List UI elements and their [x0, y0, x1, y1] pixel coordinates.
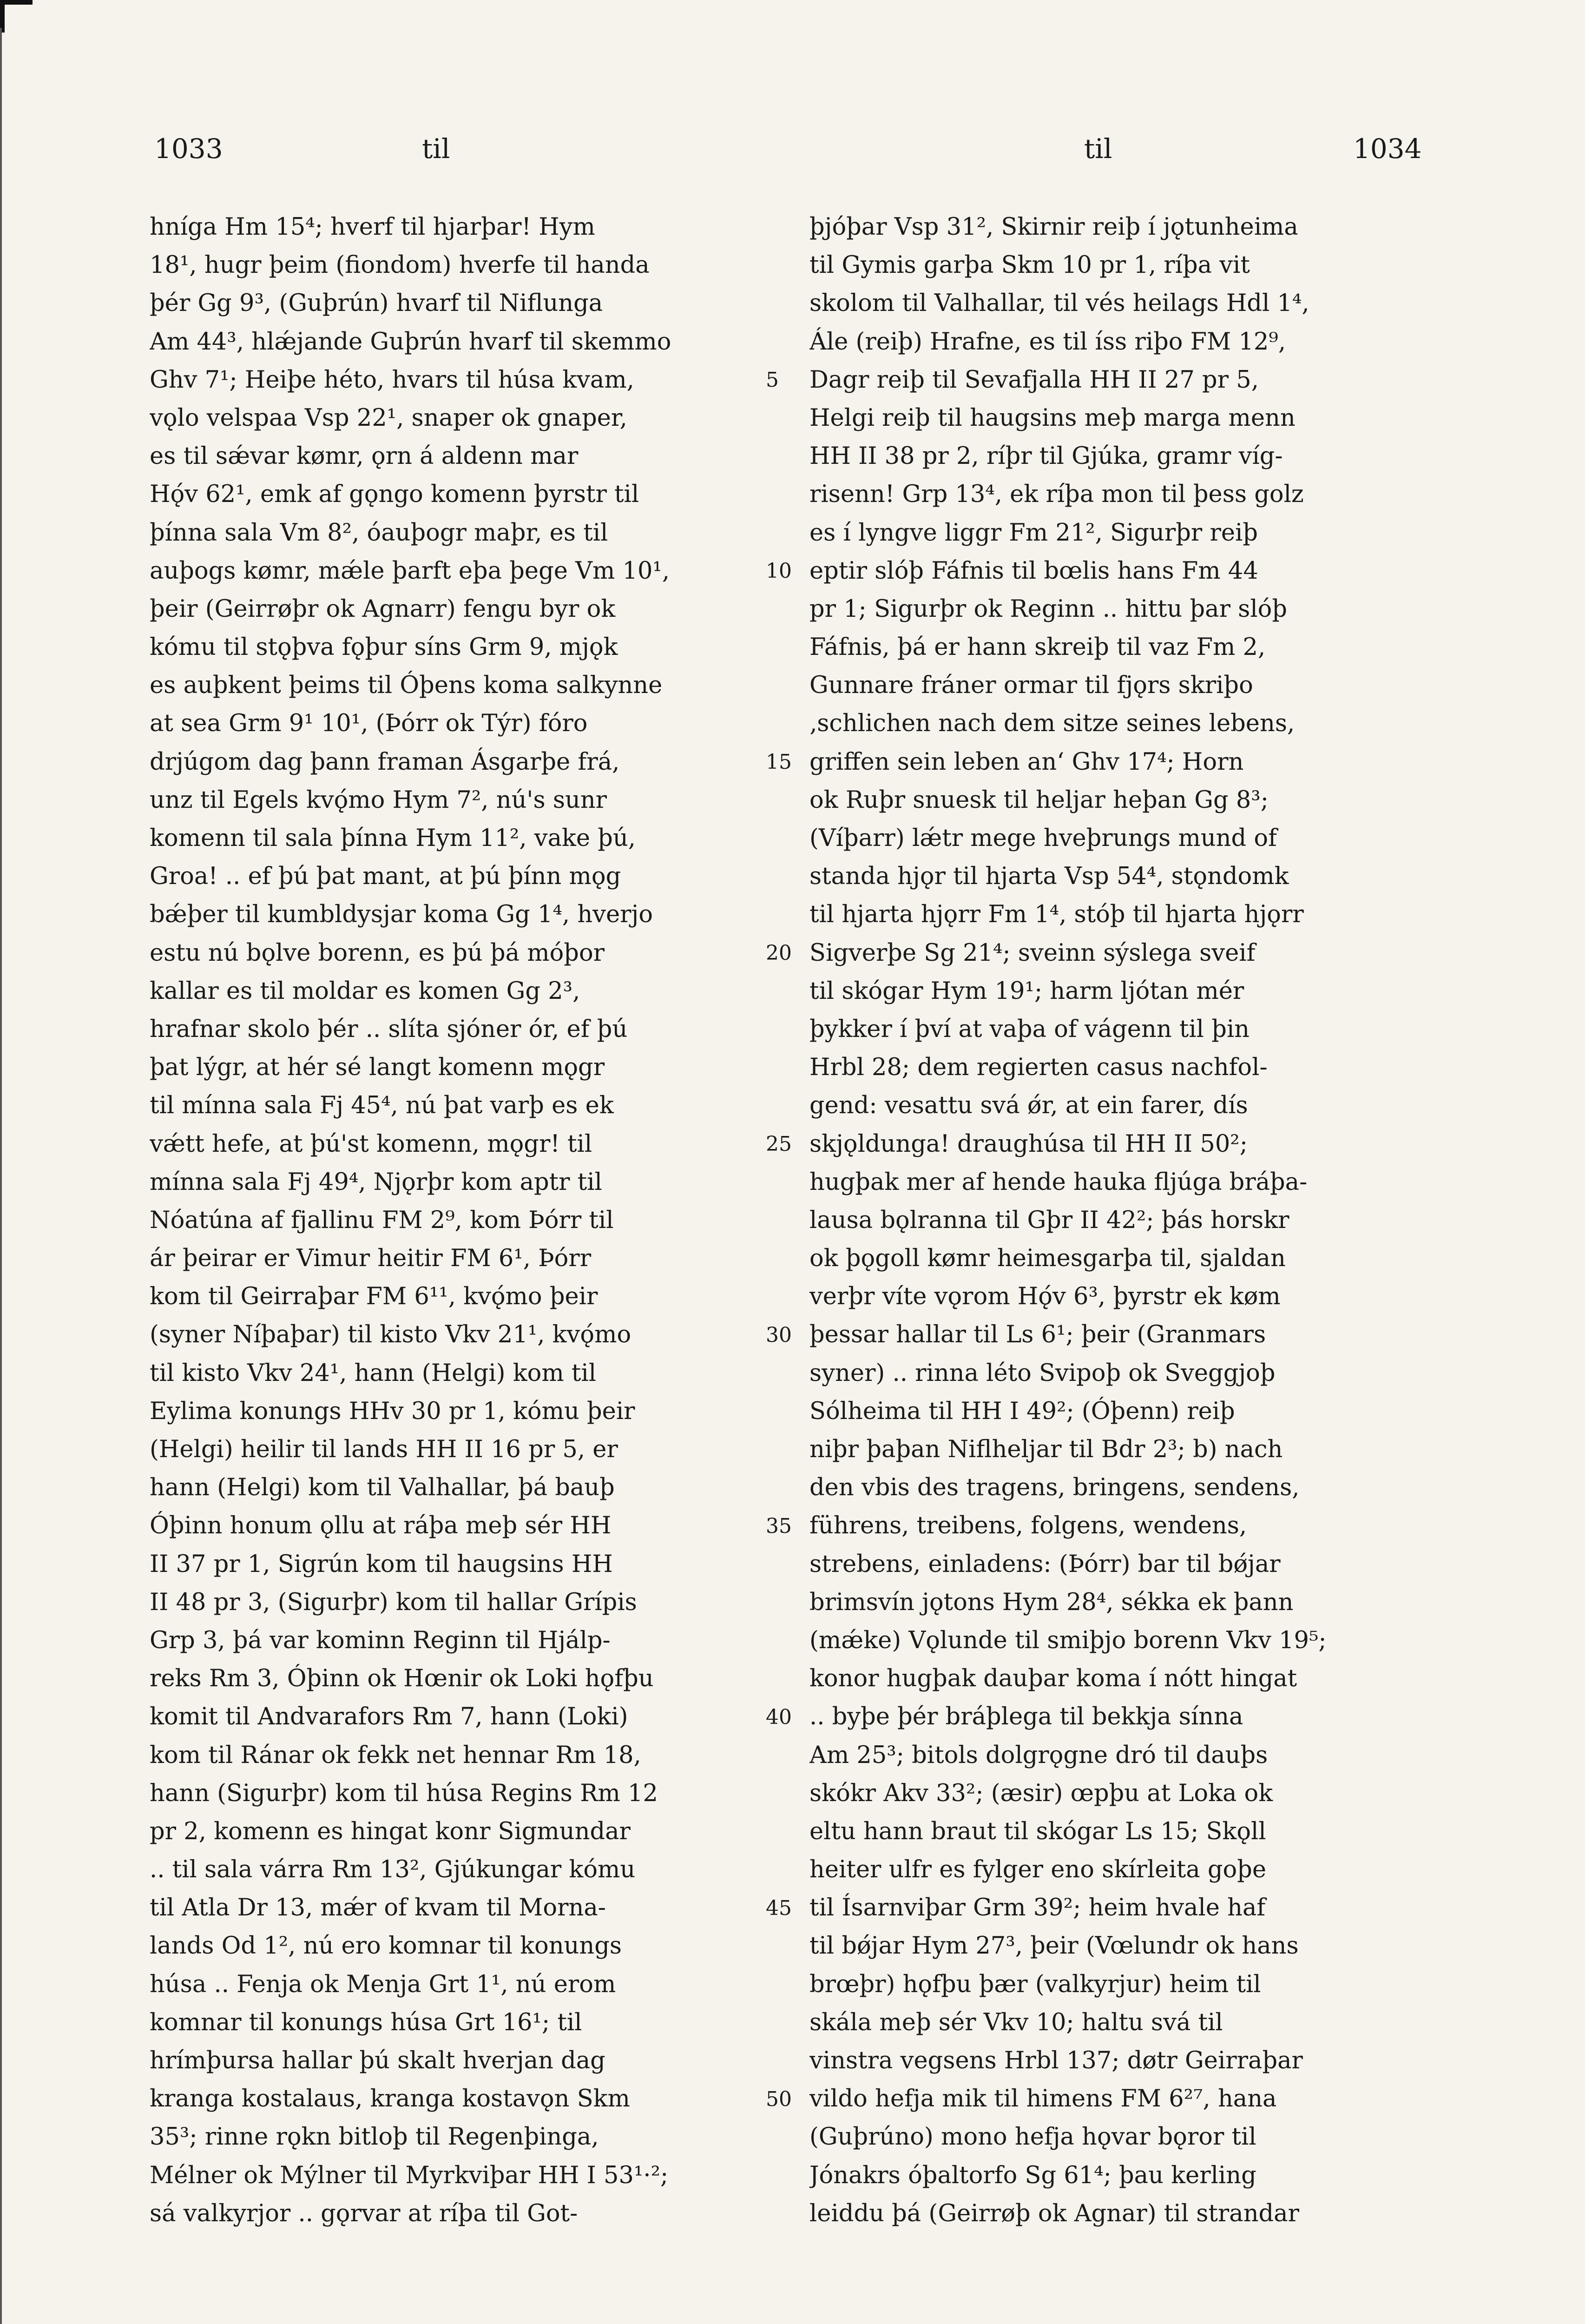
text-line: den vbis des tragens, bringens, sendens, [809, 1474, 1300, 1502]
text-line: brœþr) hǫfþu þær (valkyrjur) heim til [809, 1970, 1261, 1998]
text-line: til Ísarnviþar Grm 39²; heim hvale haf [809, 1894, 1266, 1922]
text-line: hann (Helgi) kom til Valhallar, þá bauþ [150, 1474, 615, 1502]
left-column [150, 208, 805, 2233]
text-line: komit til Andvarafors Rm 7, hann (Loki) [150, 1703, 628, 1731]
text-line: ár þeirar er Vimur heitir FM 6¹, Þórr [150, 1245, 592, 1273]
text-line: lausa bǫlranna til Gþr II 42²; þás horskr [809, 1206, 1289, 1234]
line-number: 20 [766, 941, 792, 965]
text-line: kallar es til moldar es komen Gg 2³, [150, 977, 580, 1005]
text-line: til Gymis garþa Skm 10 pr 1, ríþa vit [809, 251, 1250, 279]
text-line: þat lýgr, at hér sé langt komenn mǫgr [150, 1054, 605, 1082]
text-line: hrafnar skolo þér .. slíta sjóner ór, ef þú [150, 1015, 628, 1043]
text-line: þér Gg 9³, (Guþrún) hvarf til Niflunga [150, 290, 603, 317]
text-line: þjóþar Vsp 31², Skirnir reiþ í jǫtunheima [809, 213, 1298, 241]
text-line: þeir (Geirrøþr ok Agnarr) fengu byr ok [150, 595, 616, 623]
text-line: Eylima konungs HHv 30 pr 1, kómu þeir [150, 1397, 635, 1425]
text-line: hugþak mer af hende hauka fljúga bráþa- [809, 1168, 1308, 1196]
text-line: skolom til Valhallar, til vés heilags Hdl 1⁴, [809, 290, 1309, 317]
text-line: 35³; rinne rǫkn bitloþ til Regenþinga, [150, 2123, 599, 2151]
text-line: niþr þaþan Niflheljar til Bdr 2³; b) nach [809, 1436, 1283, 1463]
text-line: Helgi reiþ til haugsins meþ marga menn [809, 404, 1296, 432]
text-line: es auþkent þeims til Óþens koma salkynne [150, 672, 663, 700]
text-line: estu nú bǫlve borenn, es þú þá móþor [150, 939, 605, 967]
text-line: þessar hallar til Ls 6¹; þeir (Granmars [809, 1321, 1266, 1349]
text-line: (Helgi) heilir til lands HH II 16 pr 5, er [150, 1436, 618, 1463]
text-line: strebens, einladens: (Þórr) bar til bǿjar [809, 1550, 1281, 1578]
text-line: standa hjǫr til hjarta Vsp 54⁴, stǫndomk [809, 863, 1289, 891]
text-line: unz til Egels kvǫ́mo Hym 7², nú's sunr [150, 786, 607, 814]
text-line: (Guþrúno) mono hefja hǫvar bǫror til [809, 2123, 1256, 2151]
left-keyword: til [422, 133, 450, 165]
line-number: 30 [766, 1323, 792, 1347]
text-line: Óþinn honum ǫllu at ráþa meþ sér HH [150, 1512, 612, 1540]
line-number: 45 [766, 1896, 792, 1920]
text-line: pr 2, komenn es hingat konr Sigmundar [150, 1817, 631, 1845]
text-line: es til sǽvar kømr, ǫrn á aldenn mar [150, 442, 579, 470]
text-line: til mínna sala Fj 45⁴, nú þat varþ es ek [150, 1092, 614, 1120]
text-line: drjúgom dag þann framan Ásgarþe frá, [150, 748, 620, 776]
text-line: Am 25³; bitols dolgrǫgne dró til dauþs [809, 1741, 1268, 1769]
text-line: til hjarta hjǫrr Fm 1⁴, stóþ til hjarta hjǫrr [809, 901, 1304, 929]
text-line: til Atla Dr 13, mǽr of kvam til Morna- [150, 1894, 606, 1922]
right-page-number: 1034 [1353, 133, 1422, 165]
text-line: II 37 pr 1, Sigrún kom til haugsins HH [150, 1550, 613, 1578]
scan-corner-mark [0, 0, 33, 33]
text-line: Hǫ́v 62¹, emk af gǫngo komenn þyrstr til [150, 481, 639, 508]
text-line: Gunnare fráner ormar til fjǫrs skriþo [809, 672, 1253, 700]
text-line: heiter ulfr es fylger eno skírleita goþe [809, 1856, 1267, 1884]
text-line: lands Od 1², nú ero komnar til konungs [150, 1932, 622, 1960]
text-line: kómu til stǫþva fǫþur síns Grm 9, mjǫk [150, 634, 618, 661]
text-line: eptir slóþ Fáfnis til bœlis hans Fm 44 [809, 557, 1258, 585]
text-line: Mélner ok Mýlner til Myrkviþar HH I 53¹·²; [150, 2161, 669, 2189]
text-line: kom til Geirraþar FM 6¹¹, kvǫ́mo þeir [150, 1283, 598, 1311]
text-line: kranga kostalaus, kranga kostavǫn Skm [150, 2085, 630, 2113]
text-line: kom til Ránar ok fekk net hennar Rm 18, [150, 1741, 641, 1769]
text-line: konor hugþak dauþar koma í nótt hingat [809, 1665, 1297, 1693]
text-line: vǫlo velspaa Vsp 22¹, snaper ok gnaper, [150, 404, 627, 432]
line-number: 50 [766, 2087, 792, 2111]
text-line: HH II 38 pr 2, ríþr til Gjúka, gramr víg- [809, 442, 1283, 470]
text-line: skjǫldunga! draughúsa til HH II 50²; [809, 1130, 1248, 1158]
scan-edge-line [0, 28, 2, 2324]
text-line: hann (Sigurþr) kom til húsa Regins Rm 12 [150, 1779, 658, 1807]
text-line: (Víþarr) lǽtr mege hveþrungs mund of [809, 825, 1277, 852]
line-number: 40 [766, 1705, 792, 1729]
line-number: 35 [766, 1514, 792, 1538]
text-line: Am 44³, hlǽjande Guþrún hvarf til skemmo [150, 328, 671, 356]
text-line: til kisto Vkv 24¹, hann (Helgi) kom til [150, 1359, 597, 1387]
text-line: 18¹, hugr þeim (fiondom) hverfe til handa [150, 251, 650, 279]
text-line: skókr Akv 33²; (æsir) œpþu at Loka ok [809, 1779, 1273, 1807]
text-line: vinstra vegsens Hrbl 137; døtr Geirraþar [809, 2047, 1303, 2074]
text-line: húsa .. Fenja ok Menja Grt 1¹, nú erom [150, 1970, 616, 1998]
text-line: .. til sala várra Rm 13², Gjúkungar kómu [150, 1856, 636, 1884]
text-line: vǽtt hefe, at þú'st komenn, mǫgr! til [150, 1130, 592, 1158]
text-line: þykker í því at vaþa of vágenn til þin [809, 1015, 1250, 1043]
text-line: es í lyngve liggr Fm 21², Sigurþr reiþ [809, 519, 1258, 547]
text-line: ok þǫgoll kømr heimesgarþa til, sjaldan [809, 1245, 1286, 1273]
text-line: syner) .. rinna léto Svipoþ ok Sveggjoþ [809, 1359, 1276, 1387]
text-line: komnar til konungs húsa Grt 16¹; til [150, 2008, 582, 2036]
text-line: Nóatúna af fjallinu FM 2⁹, kom Þórr til [150, 1206, 614, 1234]
text-line: Ghv 7¹; Heiþe héto, hvars til húsa kvam, [150, 366, 634, 394]
text-line: Jónakrs óþaltorfo Sg 61⁴; þau kerling [809, 2161, 1256, 2189]
right-keyword: til [1084, 133, 1112, 165]
line-number: 10 [766, 559, 792, 583]
text-line: risenn! Grp 13⁴, ek ríþa mon til þess golz [809, 481, 1304, 508]
text-line: Dagr reiþ til Sevafjalla HH II 27 pr 5, [809, 366, 1259, 394]
text-line: Grp 3, þá var kominn Reginn til Hjálp- [150, 1626, 611, 1654]
text-line: hníga Hm 15⁴; hverf til hjarþar! Hym [150, 213, 595, 241]
text-line: Hrbl 28; dem regierten casus nachfol- [809, 1054, 1268, 1082]
line-number: 5 [766, 368, 779, 392]
text-line: (syner Níþaþar) til kisto Vkv 21¹, kvǫ́mo [150, 1321, 631, 1349]
text-line: gend: vesattu svá ǿr, at ein farer, dís [809, 1092, 1248, 1120]
text-line: Sólheima til HH I 49²; (Óþenn) reiþ [809, 1397, 1235, 1425]
line-number: 25 [766, 1132, 792, 1156]
text-line: at sea Grm 9¹ 10¹, (Þórr ok Týr) fóro [150, 710, 588, 738]
text-line: pr 1; Sigurþr ok Reginn .. hittu þar slóþ [809, 595, 1288, 623]
text-line: auþogs kømr, mǽle þarft eþa þege Vm 10¹, [150, 557, 670, 585]
text-line: ok Ruþr snuesk til heljar heþan Gg 8³; [809, 786, 1269, 814]
text-line: til bǿjar Hym 27³, þeir (Vœlundr ok hans [809, 1932, 1299, 1960]
text-line: Sigverþe Sg 21⁴; sveinn sýslega sveif [809, 939, 1256, 967]
text-line: hrímþursa hallar þú skalt hverjan dag [150, 2047, 605, 2074]
text-line: komenn til sala þínna Hym 11², vake þú, [150, 825, 636, 852]
text-line: mínna sala Fj 49⁴, Njǫrþr kom aptr til [150, 1168, 602, 1196]
text-line: vildo hefja mik til himens FM 6²⁷, hana [809, 2085, 1277, 2113]
line-number: 15 [766, 750, 792, 774]
text-line: brimsvín jǫtons Hym 28⁴, sékka ek þann [809, 1588, 1294, 1616]
right-column [809, 208, 1427, 2233]
text-line: þínna sala Vm 8², óauþogr maþr, es til [150, 519, 608, 547]
text-line: leiddu þá (Geirrøþ ok Agnar) til strandar [809, 2199, 1299, 2227]
text-line: (mǽke) Vǫlunde til smiþjo borenn Vkv 19⁵; [809, 1626, 1327, 1654]
text-line: II 48 pr 3, (Sigurþr) kom til hallar Grípis [150, 1588, 637, 1616]
text-line: führens, treibens, folgens, wendens, [809, 1512, 1247, 1540]
text-line: griffen sein leben an‘ Ghv 17⁴; Horn [809, 748, 1244, 776]
text-line: bǽþer til kumbldysjar koma Gg 1⁴, hverjo [150, 901, 653, 929]
text-line: Ále (reiþ) Hrafne, es til íss riþo FM 12⁹, [809, 328, 1286, 356]
text-line: ‚schlichen nach dem sitze seines lebens, [809, 710, 1295, 738]
text-line: verþr víte vǫrom Hǫ́v 6³, þyrstr ek køm [809, 1283, 1281, 1311]
text-line: eltu hann braut til skógar Ls 15; Skǫll [809, 1817, 1266, 1845]
text-line: skála meþ sér Vkv 10; haltu svá til [809, 2008, 1223, 2036]
text-line: til skógar Hym 19¹; harm ljótan mér [809, 977, 1244, 1005]
left-page-number: 1033 [154, 133, 223, 165]
text-line: .. byþe þér bráþlega til bekkja sínna [809, 1703, 1243, 1731]
text-line: reks Rm 3, Óþinn ok Hœnir ok Loki hǫfþu [150, 1665, 654, 1693]
text-line: Fáfnis, þá er hann skreiþ til vaz Fm 2, [809, 634, 1266, 661]
text-line: sá valkyrjor .. gǫrvar at ríþa til Got- [150, 2199, 578, 2227]
text-line: Groa! .. ef þú þat mant, at þú þínn mǫg [150, 863, 621, 891]
